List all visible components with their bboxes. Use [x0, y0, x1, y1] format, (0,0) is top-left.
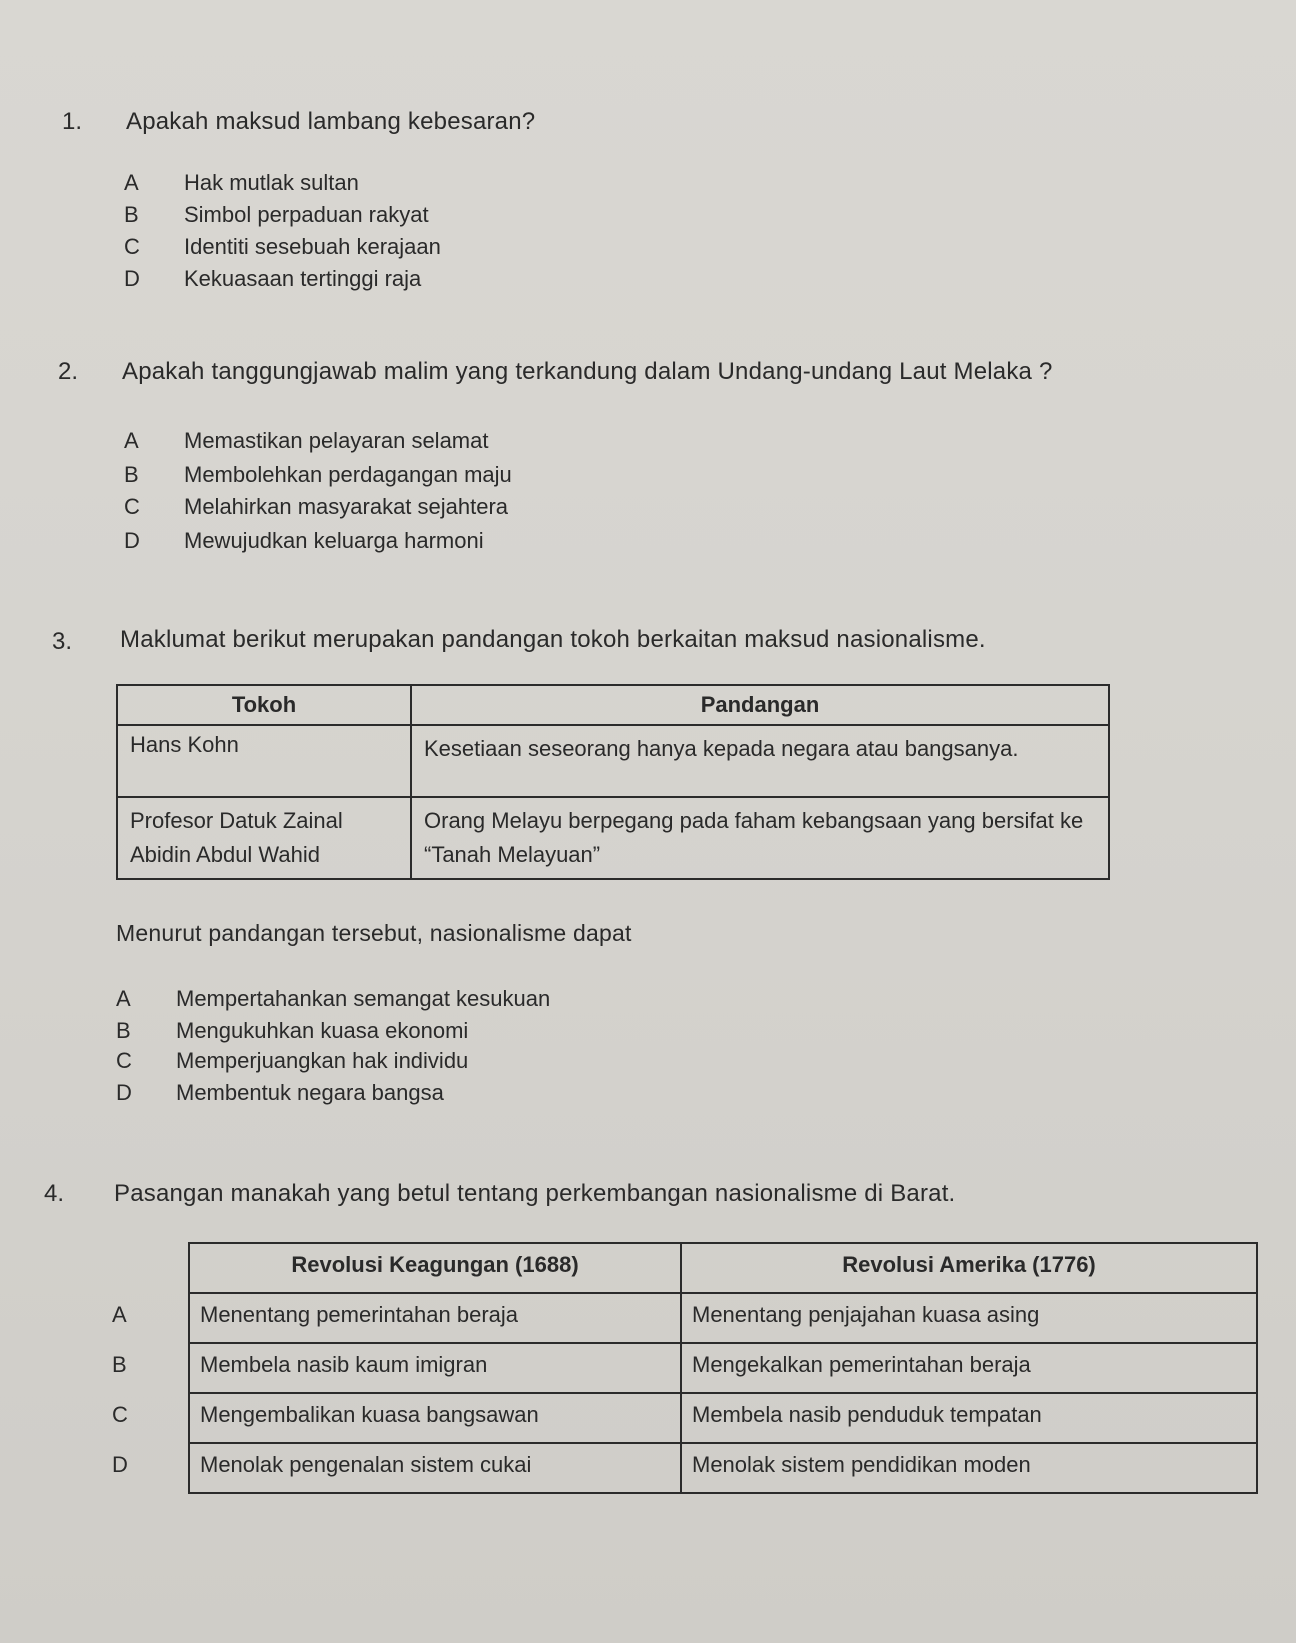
q3-cell-tokoh-2: Profesor Datuk Zainal Abidin Abdul Wahid	[117, 797, 411, 879]
option-text: Hak mutlak sultan	[184, 170, 359, 195]
q3-table	[116, 684, 1110, 880]
q2-question: Apakah tanggungjawab malim yang terkandung dalam Undang-undang Laut Melaka ?	[122, 358, 1053, 385]
q4-header-revolusi-keagungan: Revolusi Keagungan (1688)	[189, 1243, 681, 1293]
q4-row-letter-a[interactable]: A	[112, 1302, 127, 1327]
q3-cell-tokoh-1: Hans Kohn	[117, 725, 411, 797]
q1-option-d[interactable]	[124, 266, 421, 292]
q4-row-a[interactable]	[189, 1293, 1257, 1343]
option-text: Melahirkan masyarakat sejahtera	[184, 494, 509, 519]
q3-option-a[interactable]	[116, 986, 550, 1012]
q4-header-revolusi-amerika: Revolusi Amerika (1776)	[681, 1243, 1257, 1293]
q2-option-c[interactable]	[124, 494, 508, 520]
option-text: Memastikan pelayaran selamat	[184, 428, 489, 453]
q1-question: Apakah maksud lambang kebesaran?	[126, 108, 536, 135]
option-text: Memperjuangkan hak individu	[176, 1048, 469, 1073]
option-text: Mengukuhkan kuasa ekonomi	[176, 1018, 469, 1043]
option-letter: B	[124, 462, 139, 487]
q2-option-a[interactable]	[124, 428, 488, 454]
option-letter: A	[124, 170, 139, 195]
q1-option-b[interactable]	[124, 202, 429, 228]
q4-table	[188, 1242, 1258, 1494]
option-letter: C	[124, 234, 140, 259]
q3-cell-pandangan-2: Orang Melayu berpegang pada faham kebangsaan yang bersifat ke “Tanah Melayuan”	[411, 797, 1109, 879]
q4-cell-b1: Membela nasib kaum imigran	[189, 1343, 681, 1393]
q4-cell-c1: Mengembalikan kuasa bangsawan	[189, 1393, 681, 1443]
q3-question: Maklumat berikut merupakan pandangan tokoh berkaitan maksud nasionalisme.	[120, 626, 986, 653]
q4-cell-a1: Menentang pemerintahan beraja	[189, 1293, 681, 1343]
option-letter: B	[124, 202, 139, 227]
q4-cell-d1: Menolak pengenalan sistem cukai	[189, 1443, 681, 1493]
q3-number: 3.	[52, 628, 73, 655]
q3-header-pandangan: Pandangan	[411, 685, 1109, 725]
q4-row-b[interactable]	[189, 1343, 1257, 1393]
q4-row-letter-c[interactable]: C	[112, 1402, 128, 1427]
option-text: Identiti sesebuah kerajaan	[184, 234, 441, 259]
q4-cell-a2: Menentang penjajahan kuasa asing	[681, 1293, 1257, 1343]
q2-option-d[interactable]	[124, 528, 484, 554]
option-text: Membentuk negara bangsa	[176, 1080, 444, 1105]
q2-number: 2.	[58, 358, 79, 385]
option-letter: D	[116, 1080, 132, 1105]
q3-option-b[interactable]	[116, 1018, 468, 1044]
q2-option-b[interactable]	[124, 462, 512, 488]
option-letter: C	[124, 494, 140, 519]
q4-row-letter-b[interactable]: B	[112, 1352, 127, 1377]
option-text: Kekuasaan tertinggi raja	[184, 266, 422, 291]
q1-option-a[interactable]	[124, 170, 359, 196]
q4-cell-c2: Membela nasib penduduk tempatan	[681, 1393, 1257, 1443]
option-text: Mewujudkan keluarga harmoni	[184, 528, 484, 553]
q4-row-letter-d[interactable]: D	[112, 1452, 128, 1477]
option-text: Mempertahankan semangat kesukuan	[176, 986, 551, 1011]
q4-row-d[interactable]	[189, 1443, 1257, 1493]
q4-cell-d2: Menolak sistem pendidikan moden	[681, 1443, 1257, 1493]
option-letter: D	[124, 266, 140, 291]
q4-question: Pasangan manakah yang betul tentang perkembangan nasionalisme di Barat.	[114, 1180, 956, 1207]
option-text: Membolehkan perdagangan maju	[184, 462, 512, 487]
option-letter: A	[124, 428, 139, 453]
q4-row-c[interactable]	[189, 1393, 1257, 1443]
q4-number: 4.	[44, 1180, 65, 1207]
option-letter: A	[116, 986, 131, 1011]
option-letter: D	[124, 528, 140, 553]
option-letter: C	[116, 1048, 132, 1073]
q1-option-c[interactable]	[124, 234, 441, 260]
option-text: Simbol perpaduan rakyat	[184, 202, 429, 227]
q3-stem: Menurut pandangan tersebut, nasionalisme dapat	[116, 920, 632, 946]
q3-cell-pandangan-1: Kesetiaan seseorang hanya kepada negara atau bangsanya.	[411, 725, 1109, 797]
q3-option-d[interactable]	[116, 1080, 444, 1106]
q4-cell-b2: Mengekalkan pemerintahan beraja	[681, 1343, 1257, 1393]
q3-header-tokoh: Tokoh	[117, 685, 411, 725]
q1-number: 1.	[62, 108, 83, 135]
q3-option-c[interactable]	[116, 1048, 468, 1074]
option-letter: B	[116, 1018, 131, 1043]
